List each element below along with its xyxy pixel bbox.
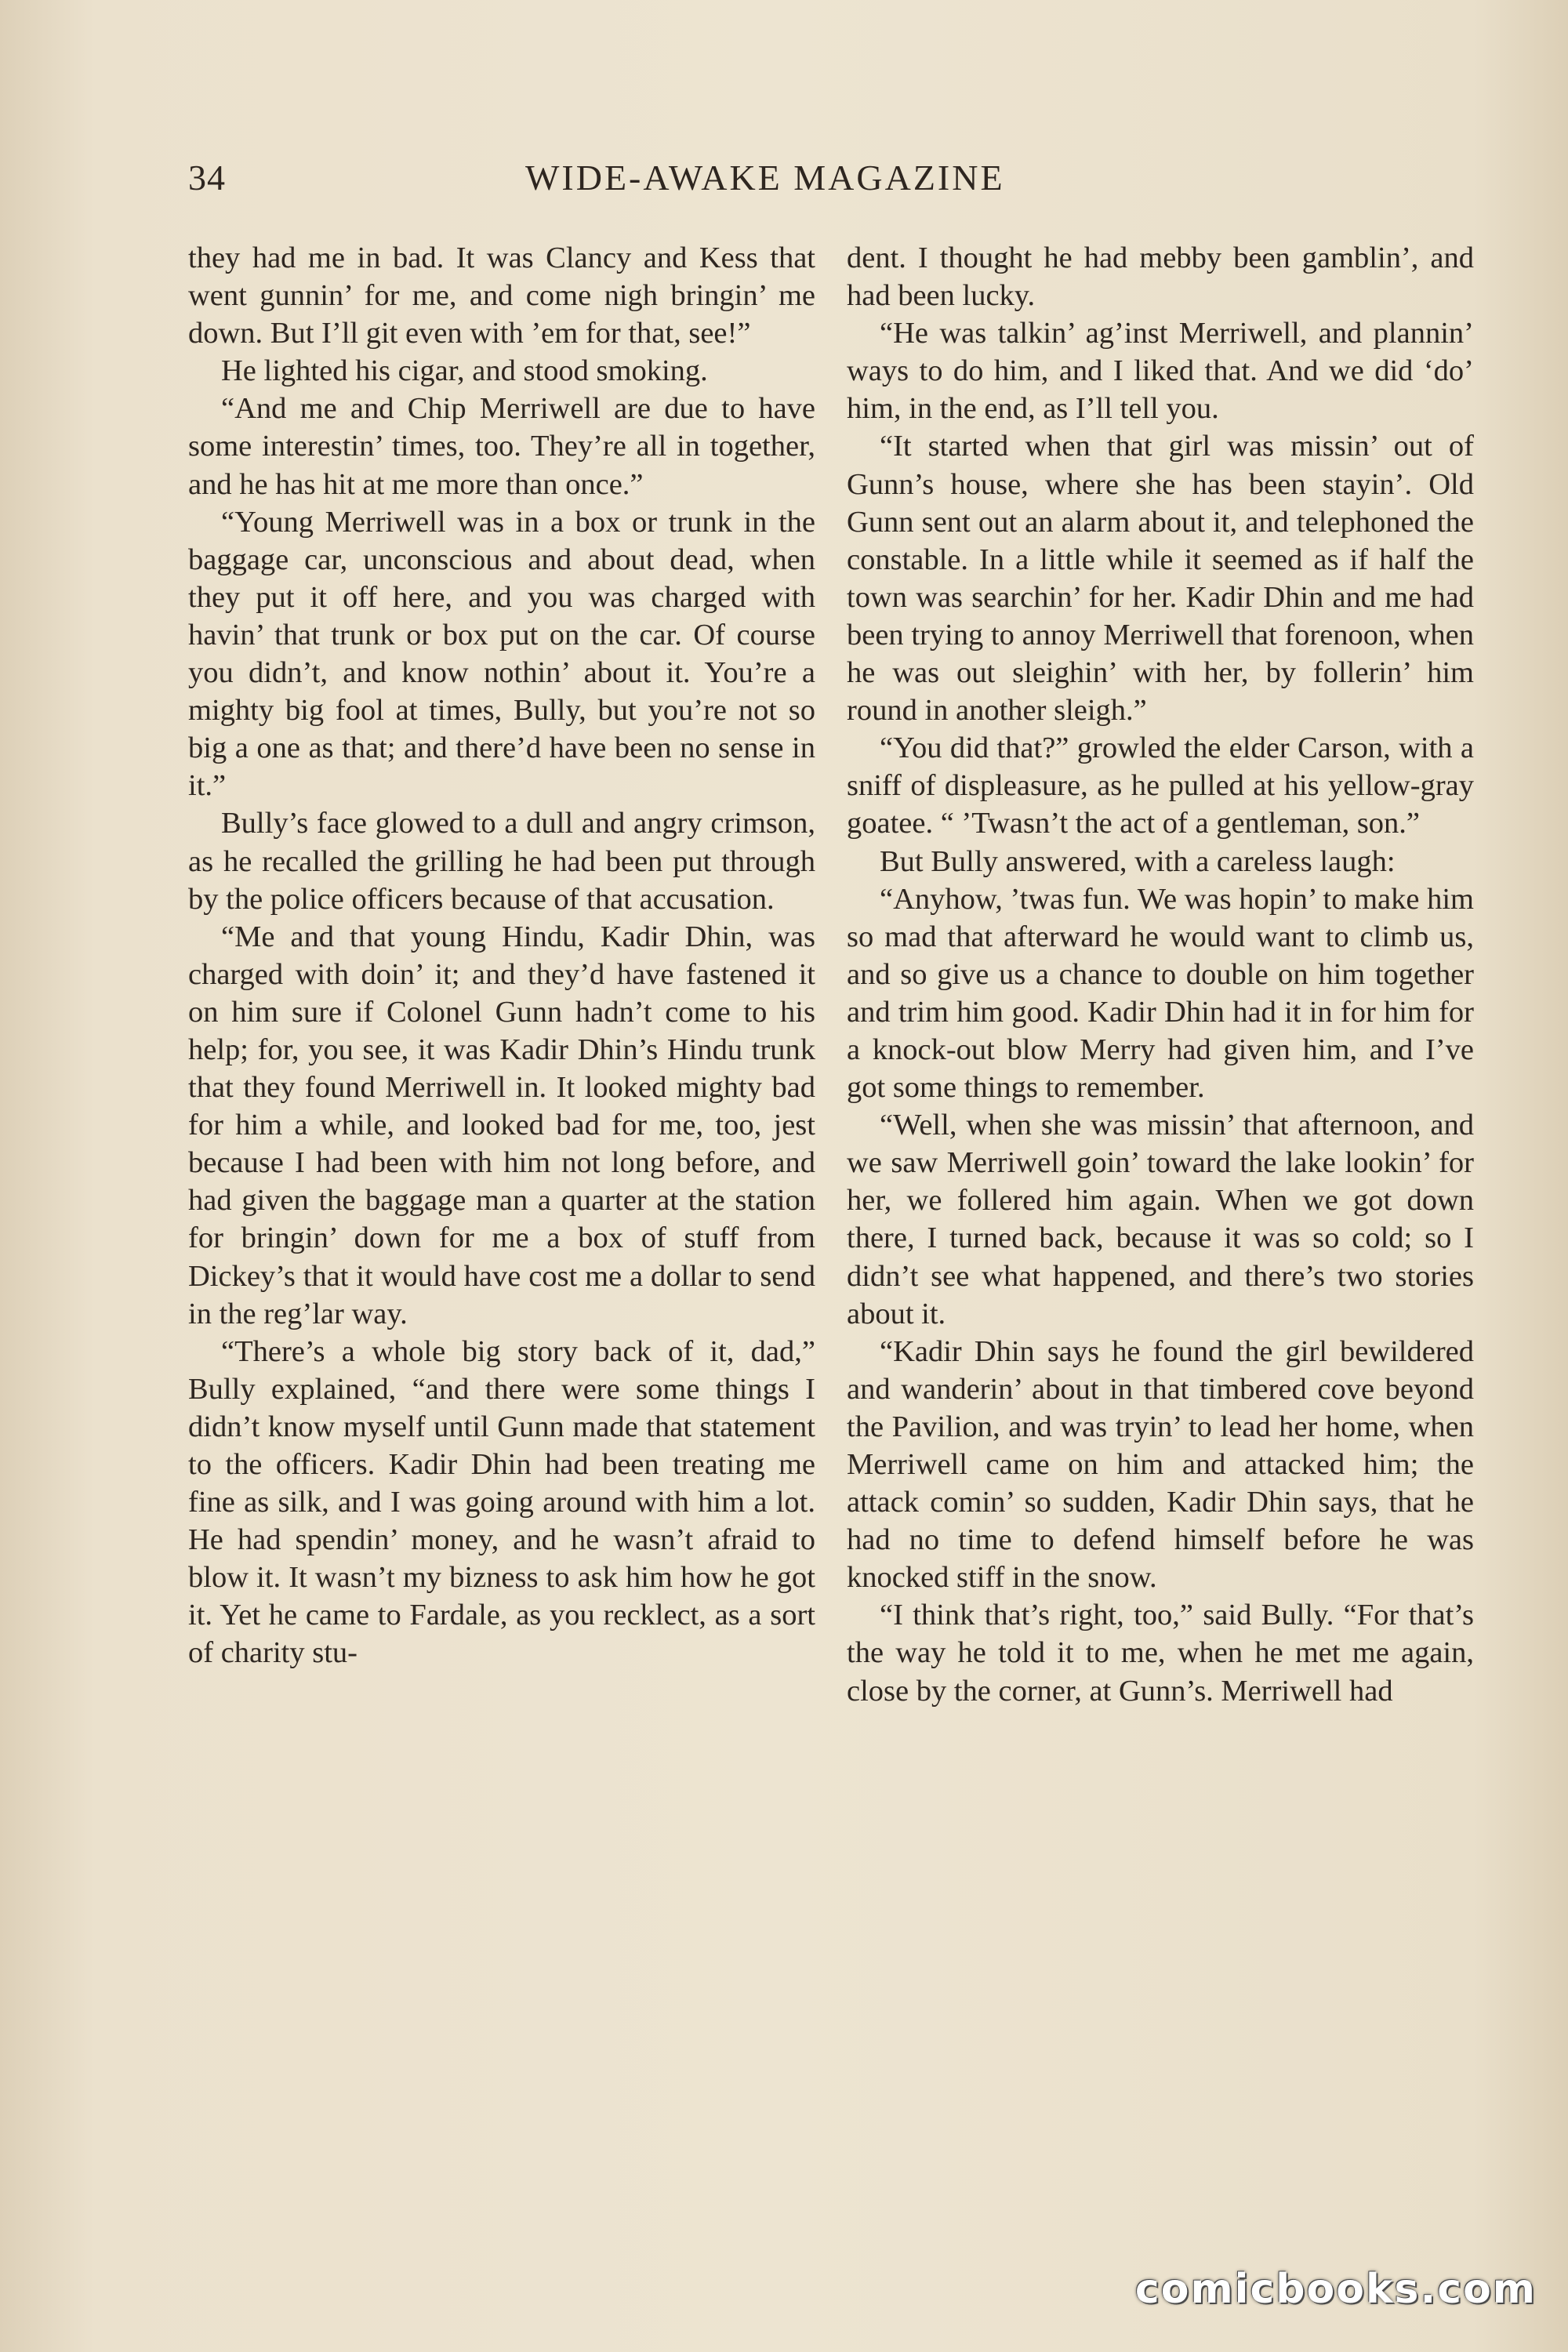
- paragraph: He lighted his cigar, and stood smoking.: [221, 354, 708, 388]
- paragraph: “Young Merriwell was in a box or trunk in the baggage car, unconscious and about dead, when they put it off here, and you was charged with havin’ that trunk or box put on the car. Of course you didn’t, and know nothin’ about it. You’re a mighty big fool at times, Bully, but you’re not so big a one as that; and there’d have been no sense in it.”: [188, 505, 815, 803]
- paragraph: they had me in bad. It was Clancy and Kess that went gunnin’ for me, and come nigh bringin’ me down. But I’ll git even with ’em for that, see!”: [188, 241, 815, 350]
- paragraph: Bully’s face glowed to a dull and angry crimson, as he recalled the grilling he had been put through by the police officers because of that accusation.: [188, 807, 815, 916]
- page-number: 34: [188, 158, 226, 198]
- paragraph: “Well, when she was missin’ that afternoon, and we saw Merriwell goin’ toward the lake lookin’ for her, we follered him again. When we got down there, I turned back, because it was so cold; so I didn’t see what happened, and there’s two stories about it.: [847, 1109, 1474, 1330]
- paragraph: “I think that’s right, too,” said Bully. “For that’s the way he told it to me, when he met me again, close by the corner, at Gunn’s. Merriwell had: [847, 1599, 1474, 1708]
- paragraph: “It started when that girl was missin’ out of Gunn’s house, where she has been stayin’. Old Gunn sent out an alarm about it, and telephoned the constable. In a little while it seemed as if half the town was searchin’ for her. Kadir Dhin and me had been trying to annoy Merriwell that forenoon, when he was out sleighin’ with her, by follerin’ him round in another sleigh.”: [847, 430, 1474, 728]
- paragraph: “Me and that young Hindu, Kadir Dhin, was charged with doin’ it; and they’d have fastened it on him sure if Colonel Gunn hadn’t come to his help; for, you see, it was Kadir Dhin’s Hindu trunk that they found Merriwell in. It looked mighty bad for him a while, and looked bad for me, too, jest because I had been with him not long before, and had given the baggage man a quarter at the station for bringin’ down for me a box of stuff from Dickey’s that it would have cost me a dollar to send in the reg’lar way.: [188, 920, 815, 1330]
- right-column: [847, 239, 1474, 1710]
- paragraph: “Kadir Dhin says he found the girl bewildered and wanderin’ about in that timbered cove beyond the Pavilion, and was tryin’ to lead her home, when Merriwell came on him and attacked him; the attack comin’ so sudden, Kadir Dhin says, that he had no time to defend himself before he was knocked stiff in the snow.: [847, 1334, 1474, 1595]
- paragraph: “And me and Chip Merriwell are due to have some interestin’ times, too. They’re all in together, and he has hit at me more than once.”: [188, 392, 815, 501]
- paragraph: “There’s a whole big story back of it, dad,” Bully explained, “and there were some things I didn’t know myself until Gunn made that statement to the officers. Kadir Dhin had been treating me fine as silk, and I was going around with him a lot. He had spendin’ money, and he wasn’t afraid to blow it. It wasn’t my bizness to ask him how he got it. Yet he came to Fardale, as you recklect, as a sort of charity stu-: [188, 1334, 815, 1670]
- paragraph: “He was talkin’ ag’inst Merriwell, and plannin’ ways to do him, and I liked that. And we did ‘do’ him, in the end, as I’ll tell you.: [847, 317, 1474, 426]
- paragraph: But Bully answered, with a careless laugh:: [880, 844, 1396, 878]
- left-column: [188, 239, 815, 1672]
- paragraph: “Anyhow, ’twas fun. We was hopin’ to make him so mad that afterward he would want to climb us, and so give us a chance to double on him together and trim him good. Kadir Dhin had it in for him for a knock-out blow Merry had given him, and I’ve got some things to remember.: [847, 882, 1474, 1105]
- page-header: [188, 157, 1129, 212]
- paragraph: dent. I thought he had mebby been gamblin’, and had been lucky.: [847, 241, 1474, 313]
- watermark: comicbooks.com: [1134, 2266, 1537, 2313]
- paragraph: “You did that?” growled the elder Carson, with a sniff of displeasure, as he pulled at his yellow-gray goatee. “ ’Twasn’t the act of a gentleman, son.”: [847, 731, 1474, 840]
- running-title: WIDE-AWAKE MAGAZINE: [525, 158, 1005, 198]
